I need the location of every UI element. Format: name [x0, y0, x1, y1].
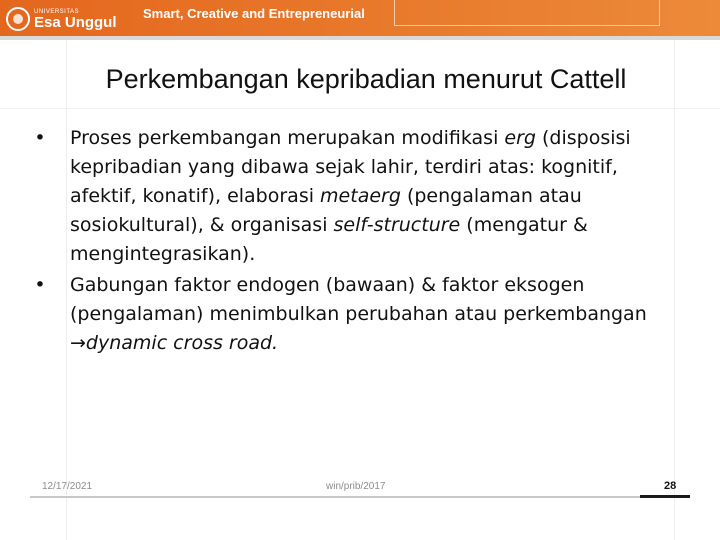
bullet-italic-term: dynamic cross road.: [85, 332, 279, 354]
bullet-italic-term: erg: [504, 127, 536, 149]
bullet-dot-icon: •: [34, 274, 46, 296]
footer-rule: [30, 496, 690, 498]
decor-gridline: [0, 108, 720, 109]
banner-decor-panel: [394, 0, 660, 26]
footer-rule-accent: [640, 495, 690, 498]
footer-source: win/prib/2017: [326, 481, 386, 492]
header-banner: [0, 0, 720, 40]
logo-emblem-icon: [6, 7, 30, 31]
arrow-right-icon: →: [70, 332, 86, 354]
bullet-item: [30, 124, 680, 269]
logo-subtitle: UNIVERSITAS: [34, 8, 80, 15]
bullet-text: (mengatur & mengintegrasikan).: [70, 214, 588, 265]
logo-name: Esa Unggul: [34, 13, 117, 31]
bullet-text: Gabungan faktor endogen (bawaan) & faktor eksogen (pengalaman) menimbulkan perubahan atau perkembangan: [70, 274, 647, 325]
page-number: 28: [664, 480, 677, 492]
banner-divider: [0, 36, 720, 40]
bullet-text: (disposisi kepribadian yang dibawa sejak lahir, terdiri atas: kognitif, afektif, konatif), elaborasi: [70, 127, 631, 207]
bullet-dot-icon: •: [34, 127, 46, 149]
bullet-text: (pengalaman atau sosiokultural), & organisasi: [70, 185, 582, 236]
header-tagline: Smart, Creative and Entrepreneurial: [143, 6, 365, 21]
bullet-italic-term: self-structure: [333, 214, 461, 236]
footer-date: 12/17/2021: [42, 481, 93, 492]
bullet-item: [30, 271, 680, 358]
bullet-italic-term: metaerg: [320, 185, 401, 207]
slide-title: Perkembangan kepribadian menurut Cattell: [105, 64, 627, 94]
university-logo: [6, 3, 130, 35]
slide-content: [30, 124, 680, 360]
bullet-text: Proses perkembangan merupakan modifikasi: [70, 127, 505, 149]
